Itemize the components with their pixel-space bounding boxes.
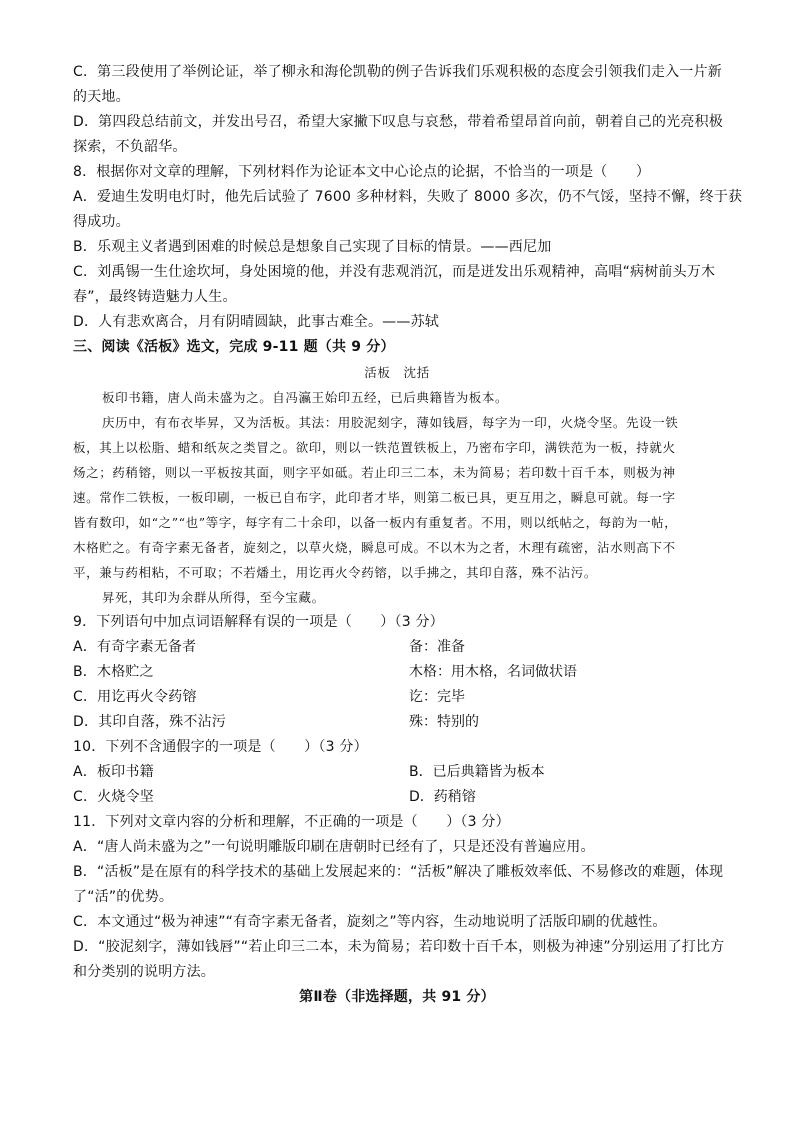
passage-paragraph-2-line-3: 炀之；药稍镕，则以一平板按其面，则字平如砥。若止印三二本，未为简易；若印数十百千本，则极为神 xyxy=(73,465,676,480)
q8-option-d: D．人有悲欢离合，月有阴晴圆缺，此事古难全。——苏轼 xyxy=(73,314,439,330)
q11-option-d-line-2: 和分类别的说明方法。 xyxy=(73,964,215,980)
q10-option-a: A．板印书籍 xyxy=(73,764,154,780)
q8-option-c-line-2: 春”，最终铸造魅力人生。 xyxy=(73,289,237,305)
passage-paragraph-2-line-5: 皆有数印，如“之”“也”等字，每字有二十余印，以备一板内有重复者。不用，则以纸帖之，每韵为一帖， xyxy=(73,515,678,530)
q10-option-d: D．药稍镕 xyxy=(409,789,476,805)
part-2-title: 第Ⅱ卷（非选择题，共 91 分） xyxy=(299,989,495,1005)
q9-option-a: A．有奇字素无备者 xyxy=(73,639,197,655)
q9-option-c-gloss: 讫：完毕 xyxy=(409,689,465,705)
q11-option-b-line-1: B．“活板”是在原有的科学技术的基础上发展起来的：“活板”解决了雕板效率低、不易修改的难题，体现 xyxy=(73,864,724,880)
option-d-line-1: D．第四段总结前文，并发出号召，希望大家撇下叹息与哀愁，带着希望昂首向前，朝着自己的光亮积极 xyxy=(73,114,723,130)
passage-title: 活板 沈括 xyxy=(364,365,430,380)
q9-option-d-gloss: 殊：特别的 xyxy=(409,714,479,730)
q10-option-b: B．已后典籍皆为板本 xyxy=(409,764,545,780)
passage-paragraph-2-line-7: 平，兼与药相粘，不可取；不若燔土，用讫再火令药镕，以手拂之，其印自落，殊不沾污。 xyxy=(73,565,598,580)
q9-option-b: B．木格贮之 xyxy=(73,664,154,680)
q11-option-a: A．“唐人尚未盛为之”一句说明雕版印刷在唐朝时已经有了，只是还没有普遍应用。 xyxy=(73,839,595,855)
q8-option-b: B．乐观主义者遇到困难的时候总是想象自己实现了目标的情景。——西尼加 xyxy=(73,239,552,255)
passage-paragraph-1: 板印书籍，唐人尚未盛为之。自冯瀛王始印五经，已后典籍皆为板本。 xyxy=(102,390,509,405)
q9-option-a-gloss: 备：准备 xyxy=(409,639,465,655)
passage-paragraph-2-line-6: 木格贮之。有奇字素无备者，旋刻之，以草火烧，瞬息可成。不以木为之者，木理有疏密，沾水则高下不 xyxy=(73,540,676,555)
question-10-stem: 10．下列不含通假字的一项是（ ）（3 分） xyxy=(73,739,368,755)
q8-option-a-line-1: A．爱迪生发明电灯时，他先后试验了 7600 多种材料，失败了 8000 多次，仍不气馁，坚持不懈，终于获 xyxy=(73,189,743,205)
question-11-stem: 11．下列对文章内容的分析和理解，不正确的一项是（ ）（3 分） xyxy=(73,814,510,830)
section-3-title: 三、阅读《活板》选文，完成 9-11 题（共 9 分） xyxy=(73,339,395,355)
q11-option-b-line-2: 了“活”的优势。 xyxy=(73,889,174,905)
q11-option-d-line-1: D．“胶泥刻字，薄如钱唇”“若止印三二本，未为简易；若印数十百千本，则极为神速”分别运用了打比方 xyxy=(73,939,725,955)
q9-option-b-gloss: 木格：用木格，名词做状语 xyxy=(409,664,577,680)
passage-paragraph-2-line-1: 庆历中，有布衣毕昇，又为活板。其法：用胶泥刻字，薄如钱唇，每字为一印，火烧令坚。先设一铁 xyxy=(102,415,679,430)
question-9-stem: 9．下列语句中加点词语解释有误的一项是（ ）（3 分） xyxy=(73,614,444,630)
q9-option-c: C．用讫再火令药镕 xyxy=(73,689,197,705)
passage-paragraph-3: 昇死，其印为余群从所得，至今宝藏。 xyxy=(102,590,325,605)
q9-option-d: D．其印自落，殊不沾污 xyxy=(73,714,226,730)
question-8-stem: 8．根据你对文章的理解，下列材料作为论证本文中心论点的论据，不恰当的一项是（ ） xyxy=(73,164,651,180)
q11-option-c: C．本文通过“极为神速”“有奇字素无备者，旋刻之”等内容，生动地说明了活版印刷的优越性。 xyxy=(73,914,667,930)
passage-paragraph-2-line-2: 板，其上以松脂、蜡和纸灰之类冒之。欲印，则以一铁范置铁板上，乃密布字印，满铁范为一板，持就火 xyxy=(73,440,676,455)
option-d-line-2: 探索，不负韶华。 xyxy=(73,139,187,155)
passage-paragraph-2-line-4: 速。常作二铁板，一板印刷，一板已自布字，此印者才毕，则第二板已具，更互用之，瞬息可就。每一字 xyxy=(73,490,676,505)
q8-option-a-line-2: 得成功。 xyxy=(73,214,130,230)
q8-option-c-line-1: C．刘禹锡一生仕途坎坷，身处困境的他，并没有悲观消沉，而是迸发出乐观精神，高唱“病树前头万木 xyxy=(73,264,716,280)
option-c-line-2: 的天地。 xyxy=(73,89,130,105)
option-c-line-1: C．第三段使用了举例论证，举了柳永和海伦凯勒的例子告诉我们乐观积极的态度会引领我们走入一片新 xyxy=(73,64,722,80)
q10-option-c: C．火烧令坚 xyxy=(73,789,154,805)
